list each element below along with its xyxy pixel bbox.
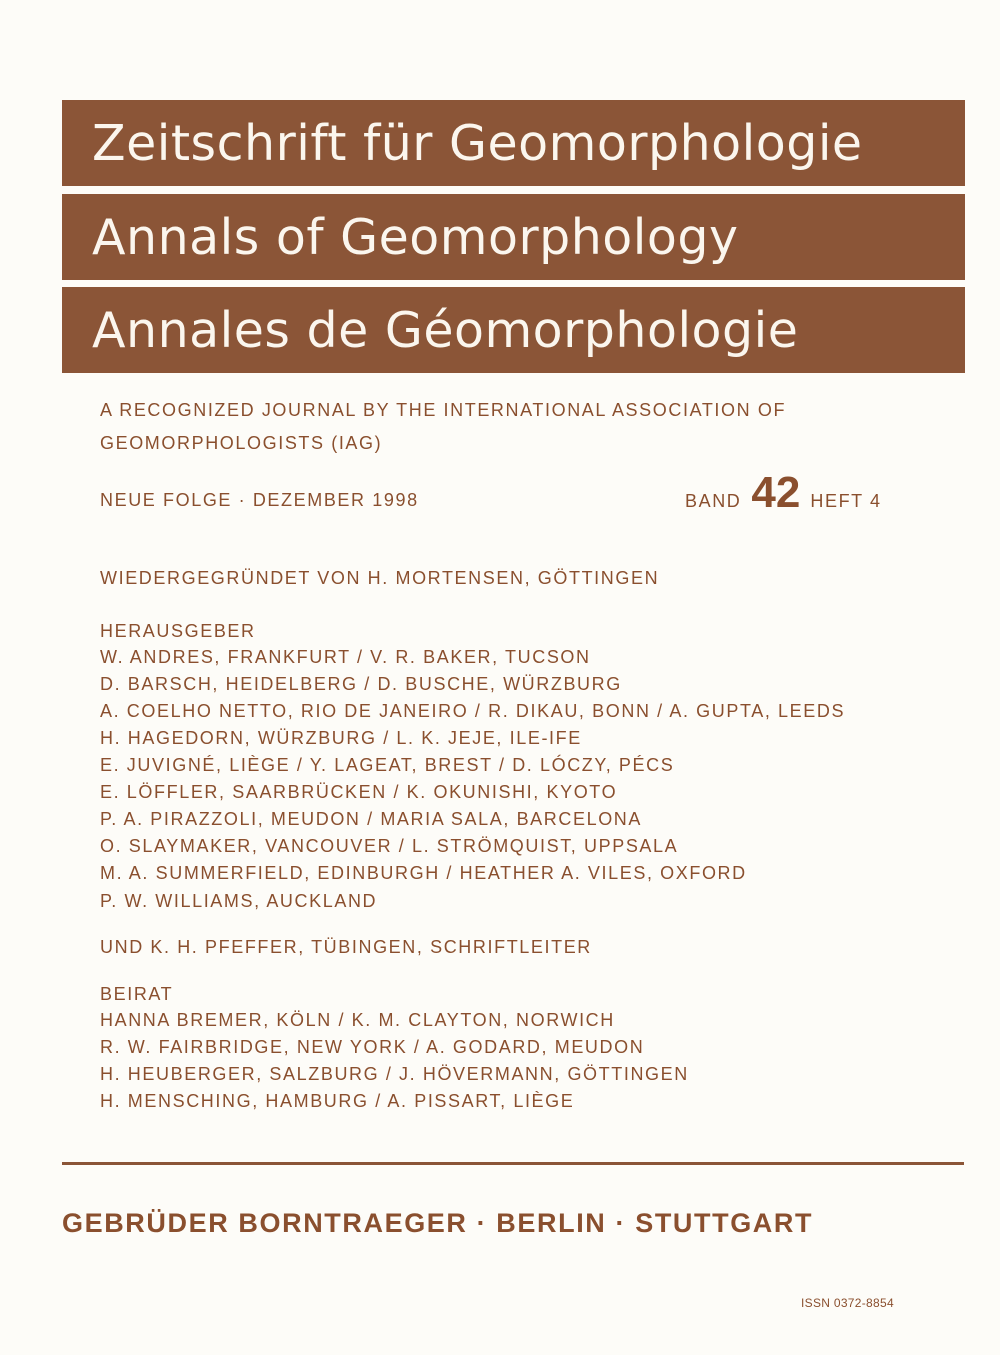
editors-heading: HERAUSGEBER <box>100 621 256 641</box>
recognition-line-2: GEOMORPHOLOGISTS (IAG) <box>100 433 383 453</box>
advisory-line: H. MENSCHING, HAMBURG / A. PISSART, LIÈGE <box>100 1091 575 1111</box>
editor-line: E. JUVIGNÉ, LIÈGE / Y. LAGEAT, BREST / D. LÓCZY, PÉCS <box>100 755 675 775</box>
issn-number: ISSN 0372-8854 <box>801 1296 894 1310</box>
refounded-line: WIEDERGEGRÜNDET VON H. MORTENSEN, GÖTTINGEN <box>100 568 660 588</box>
editor-line: P. W. WILLIAMS, AUCKLAND <box>100 891 378 911</box>
editor-line: M. A. SUMMERFIELD, EDINBURGH / HEATHER A. VILES, OXFORD <box>100 863 747 883</box>
editor-line: A. COELHO NETTO, RIO DE JANEIRO / R. DIKAU, BONN / A. GUPTA, LEEDS <box>100 701 846 721</box>
editor-line: P. A. PIRAZZOLI, MEUDON / MARIA SALA, BARCELONA <box>100 809 642 829</box>
issue-line: NEUE FOLGE · DEZEMBER 1998 <box>100 490 419 510</box>
title-english: Annals of Geomorphology <box>62 194 965 280</box>
editor-line: O. SLAYMAKER, VANCOUVER / L. STRÖMQUIST, UPPSALA <box>100 836 679 856</box>
divider-rule <box>62 1162 964 1165</box>
advisory-line: HANNA BREMER, KÖLN / K. M. CLAYTON, NORWICH <box>100 1010 615 1030</box>
editor-line: W. ANDRES, FRANKFURT / V. R. BAKER, TUCSON <box>100 647 591 667</box>
band-label: BAND <box>685 491 742 511</box>
advisory-heading: BEIRAT <box>100 984 174 1004</box>
band-number: 42 <box>751 468 801 517</box>
recognition-line-1: A RECOGNIZED JOURNAL BY THE INTERNATIONAL ASSOCIATION OF <box>100 400 787 420</box>
managing-editor-line: UND K. H. PFEFFER, TÜBINGEN, SCHRIFTLEITER <box>100 937 592 957</box>
editor-line: E. LÖFFLER, SAARBRÜCKEN / K. OKUNISHI, KYOTO <box>100 782 618 802</box>
advisory-line: H. HEUBERGER, SALZBURG / J. HÖVERMANN, GÖTTINGEN <box>100 1064 689 1084</box>
publisher-line: GEBRÜDER BORNTRAEGER · BERLIN · STUTTGART <box>62 1208 814 1238</box>
title-german: Zeitschrift für Geomorphologie <box>62 100 965 186</box>
heft-label: HEFT 4 <box>810 491 882 511</box>
editor-line: D. BARSCH, HEIDELBERG / D. BUSCHE, WÜRZBURG <box>100 674 622 694</box>
editor-line: H. HAGEDORN, WÜRZBURG / L. K. JEJE, ILE-IFE <box>100 728 582 748</box>
advisory-line: R. W. FAIRBRIDGE, NEW YORK / A. GODARD, MEUDON <box>100 1037 645 1057</box>
band-heft-info <box>685 468 882 518</box>
title-french: Annales de Géomorphologie <box>62 287 965 373</box>
